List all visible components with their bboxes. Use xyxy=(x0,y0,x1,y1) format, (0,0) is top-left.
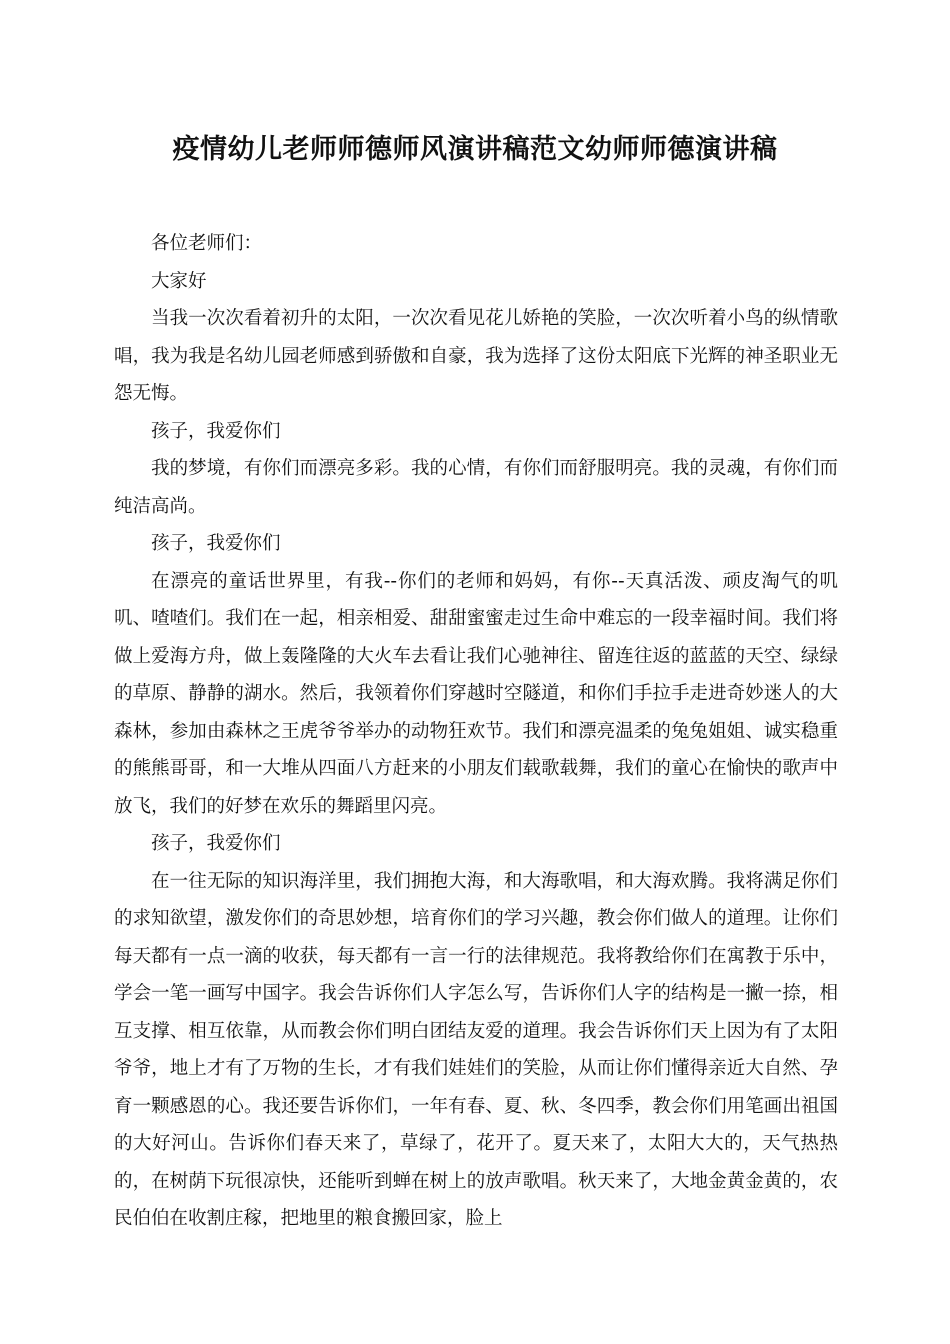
document-title: 疫情幼儿老师师德师风演讲稿范文幼师师德演讲稿 xyxy=(172,134,778,165)
paragraph: 当我一次次看着初升的太阳，一次次看见花儿娇艳的笑脸，一次次听着小鸟的纵情歌唱，我为我是名幼儿园老师感到骄傲和自豪，我为选择了这份太阳底下光辉的神圣职业无怨无悔。 xyxy=(114,308,838,404)
paragraph-refrain: 孩子，我爱你们 xyxy=(151,420,281,442)
paragraph-refrain: 孩子，我爱你们 xyxy=(151,533,281,554)
paragraph: 在一往无际的知识海洋里，我们拥抱大海，和大海歌唱，和大海欢腾。我将满足你们的求知欲望，激发你们的奇思妙想，培育你们的学习兴趣，教会你们做人的道理。让你们每天都有一点一滴的收获，每天都有一言一行的法律规范。我将教给你们在寓教于乐中，学会一笔一画写中国字。我会告诉你们人字怎么写，告诉你们人字的结构是一撇一捺，相互支撑、相互依靠，从而教会你们明白团结友爱的道理。我会告诉你们天上因为有了太阳爷爷，地上才有了万物的生长，才有我们娃娃们的笑脸，从而让你们懂得亲近大自然、孕育一颗感恩的心。我还要告诉你们，一年有春、夏、秋、冬四季，教会你们用笔画出祖国的大好河山。告诉你们春天来了，草绿了，花开了。夏天来了，太阳大大的，天气热热的，在树荫下玩很凉快，还能听到蝉在树上的放声歌唱。秋天来了，大地金黄金黄的，农民伯伯在收割庄稼，把地里的粮食搬回家，脸上 xyxy=(114,870,838,1229)
document-body xyxy=(114,225,838,1238)
paragraph-refrain: 孩子，我爱你们 xyxy=(151,833,281,854)
paragraph-greeting: 大家好 xyxy=(151,270,207,292)
paragraph: 我的梦境，有你们而漂亮多彩。我的心情，有你们而舒服明亮。我的灵魂，有你们而纯洁高尚。 xyxy=(114,458,838,517)
paragraph: 在漂亮的童话世界里，有我--你们的老师和妈妈，有你--天真活泼、顽皮淘气的叽叽、喳喳们。我们在一起，相亲相爱、甜甜蜜蜜走过生命中难忘的一段幸福时间。我们将做上爱海方舟，做上轰隆隆的大火车去看让我们心驰神往、留连往返的蓝蓝的天空、绿绿的草原、静静的湖水。然后，我领着你们穿越时空隧道，和你们手拉手走进奇妙迷人的大森林，参加由森林之王虎爷爷举办的动物狂欢节。我们和漂亮温柔的兔兔姐姐、诚实稳重的熊熊哥哥，和一大堆从四面八方赶来的小朋友们载歌载舞，我们的童心在愉快的歌声中放飞，我们的好梦在欢乐的舞蹈里闪亮。 xyxy=(114,570,838,817)
paragraph-salutation: 各位老师们： xyxy=(151,233,263,254)
